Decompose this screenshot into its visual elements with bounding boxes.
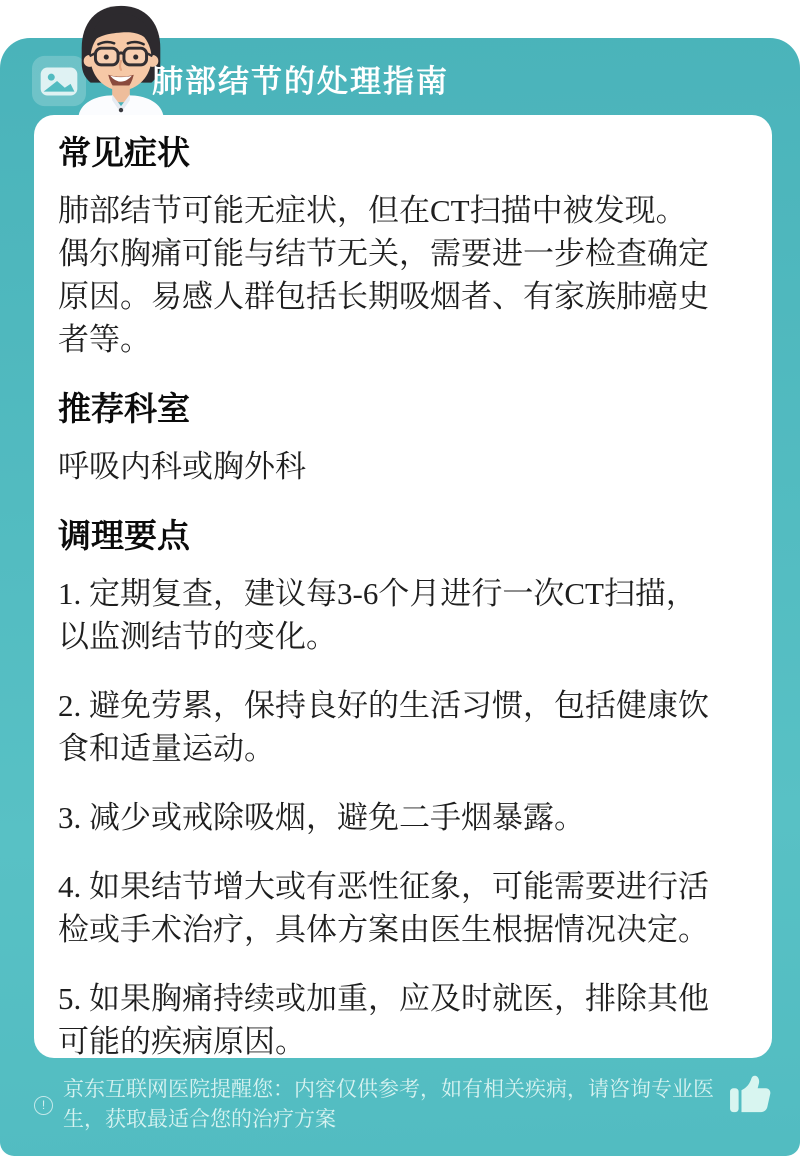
info-glyph: ! — [41, 1098, 46, 1112]
paragraph: 2. 避免劳累，保持良好的生活习惯，包括健康饮食和适量运动。 — [58, 688, 709, 766]
section-heading: 常见症状 — [58, 134, 190, 171]
content-card — [34, 115, 772, 1058]
paragraph: 5. 如果胸痛持续或加重，应及时就医，排除其他可能的疾病原因。 — [58, 981, 709, 1058]
paragraph: 1. 定期复查，建议每3-6个月进行一次CT扫描，以监测结节的变化。 — [58, 576, 697, 654]
footer — [0, 1060, 800, 1156]
paragraph: 4. 如果结节增大或有恶性征象，可能需要进行活检或手术治疗，具体方案由医生根据情况决定。 — [58, 869, 709, 947]
paragraph: 呼吸内科或胸外科 — [58, 449, 306, 484]
card-sections — [58, 131, 748, 1058]
thumbs-up-icon[interactable] — [728, 1074, 774, 1119]
page-title: 肺部结节的处理指南 — [152, 64, 449, 99]
paragraph: 肺部结节可能无症状，但在CT扫描中被发现。偶尔胸痛可能与结节无关，需要进一步检查确定原因。易感人群包括长期吸烟者、有家族肺癌史者等。 — [58, 193, 709, 357]
paragraph: 3. 减少或戒除吸烟，避免二手烟暴露。 — [58, 800, 585, 835]
info-icon — [34, 1096, 53, 1115]
disclaimer-text: 京东互联网医院提醒您：内容仅供参考，如有相关疾病，请咨询专业医生，获取最适合您的治疗方案 — [63, 1078, 714, 1131]
section-heading: 推荐科室 — [58, 390, 190, 427]
section-heading: 调理要点 — [58, 517, 190, 554]
